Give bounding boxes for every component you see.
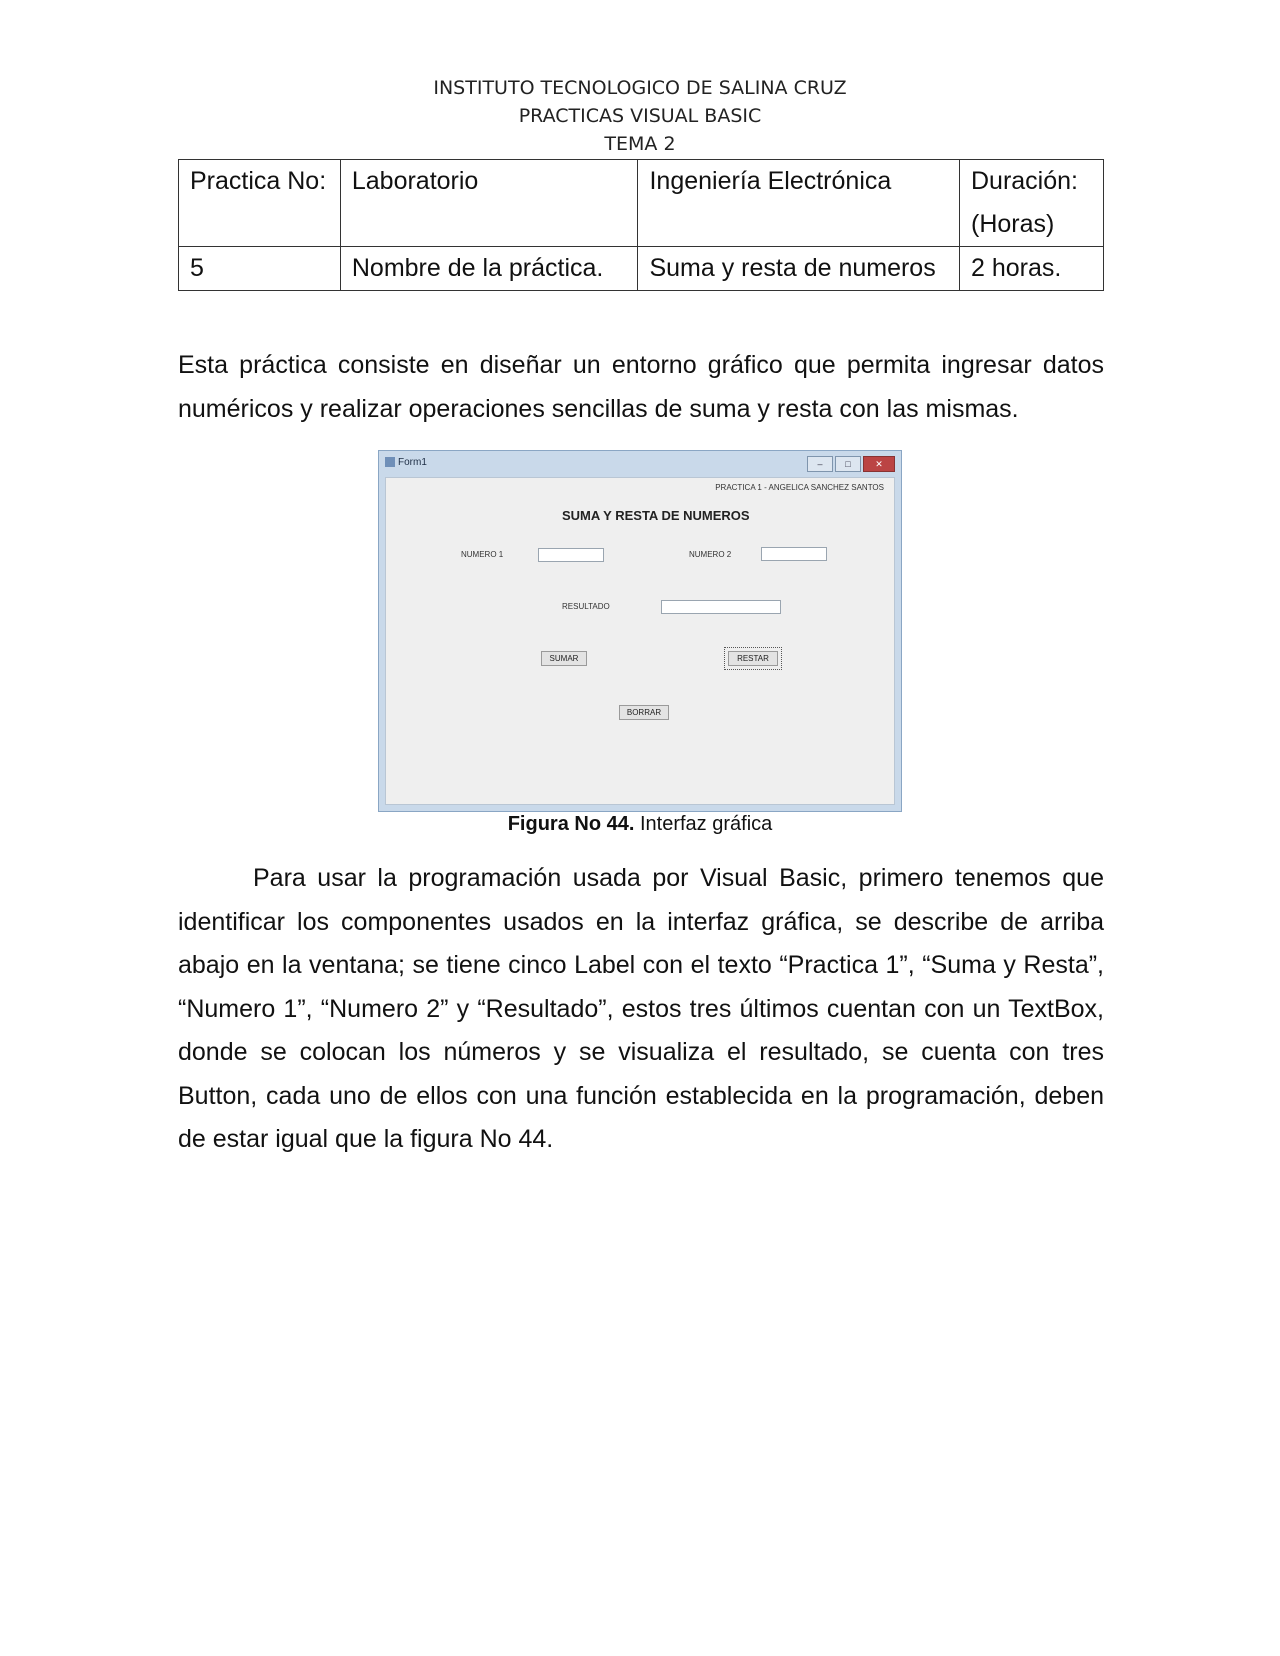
- duration-label: Duración:: [971, 167, 1078, 195]
- resultado-textbox: [661, 600, 781, 614]
- figure-caption: [0, 813, 1280, 836]
- table-cell: Ingeniería Electrónica: [638, 160, 960, 247]
- caption-label: Figura No 44.: [507, 813, 635, 835]
- table-cell: [960, 160, 1104, 247]
- label-numero1: NUMERO 1: [461, 550, 504, 559]
- form-screenshot-figure: [378, 450, 902, 812]
- label-title: SUMA Y RESTA DE NUMEROS: [562, 508, 750, 523]
- header-subject: PRACTICAS VISUAL BASIC: [518, 105, 762, 127]
- table-cell: Nombre de la práctica.: [340, 247, 638, 291]
- label-numero2: NUMERO 2: [689, 550, 732, 559]
- minimize-icon: –: [807, 456, 833, 472]
- header-topic: TEMA 2: [604, 133, 676, 155]
- duration-unit: (Horas): [971, 210, 1055, 238]
- borrar-button: BORRAR: [619, 705, 669, 720]
- table-row: [179, 160, 1104, 247]
- window-title: Form1: [385, 457, 427, 468]
- header-institute: INSTITUTO TECNOLOGICO DE SALINA CRUZ: [433, 77, 847, 99]
- form-app-icon: [385, 457, 395, 467]
- restar-button: RESTAR: [728, 651, 778, 666]
- caption-text: Interfaz gráfica: [634, 813, 773, 835]
- form-client-area: [385, 477, 895, 805]
- table-cell: 2 horas.: [960, 247, 1104, 291]
- intro-paragraph: Esta práctica consiste en diseñar un entorno gráfico que permita ingresar datos numéricos y realizar operaciones sencillas de suma y resta con las mismas.: [178, 351, 1104, 423]
- table-row: [179, 247, 1104, 291]
- label-practica: PRACTICA 1 - ANGELICA SANCHEZ SANTOS: [715, 483, 884, 492]
- document-header: [0, 74, 1280, 158]
- table-cell: Suma y resta de numeros: [638, 247, 960, 291]
- close-icon: ✕: [863, 456, 895, 472]
- sumar-button: SUMAR: [541, 651, 587, 666]
- practice-info-table: [178, 159, 1104, 291]
- window-controls: [807, 456, 895, 472]
- numero1-textbox: [538, 548, 604, 562]
- label-resultado: RESULTADO: [562, 602, 610, 611]
- table-cell: Practica No:: [179, 160, 341, 247]
- maximize-icon: □: [835, 456, 861, 472]
- table-cell: Laboratorio: [340, 160, 638, 247]
- table-cell: 5: [179, 247, 341, 291]
- numero2-textbox: [761, 547, 827, 561]
- body-paragraph: Para usar la programación usada por Visual Basic, primero tenemos que identificar los componentes usados en la interfaz gráfica, se describe de arriba abajo en la ventana; se tiene cinco Label con el texto “Practica 1”, “Suma y Resta”, “Numero 1”, “Numero 2” y “Resultado”, estos tres últimos cuentan con un TextBox, donde se colocan los números y se visualiza el resultado, se cuenta con tres Button, cada uno de ellos con una función establecida en la programación, deben de estar igual que la figura No 44.: [178, 864, 1104, 1153]
